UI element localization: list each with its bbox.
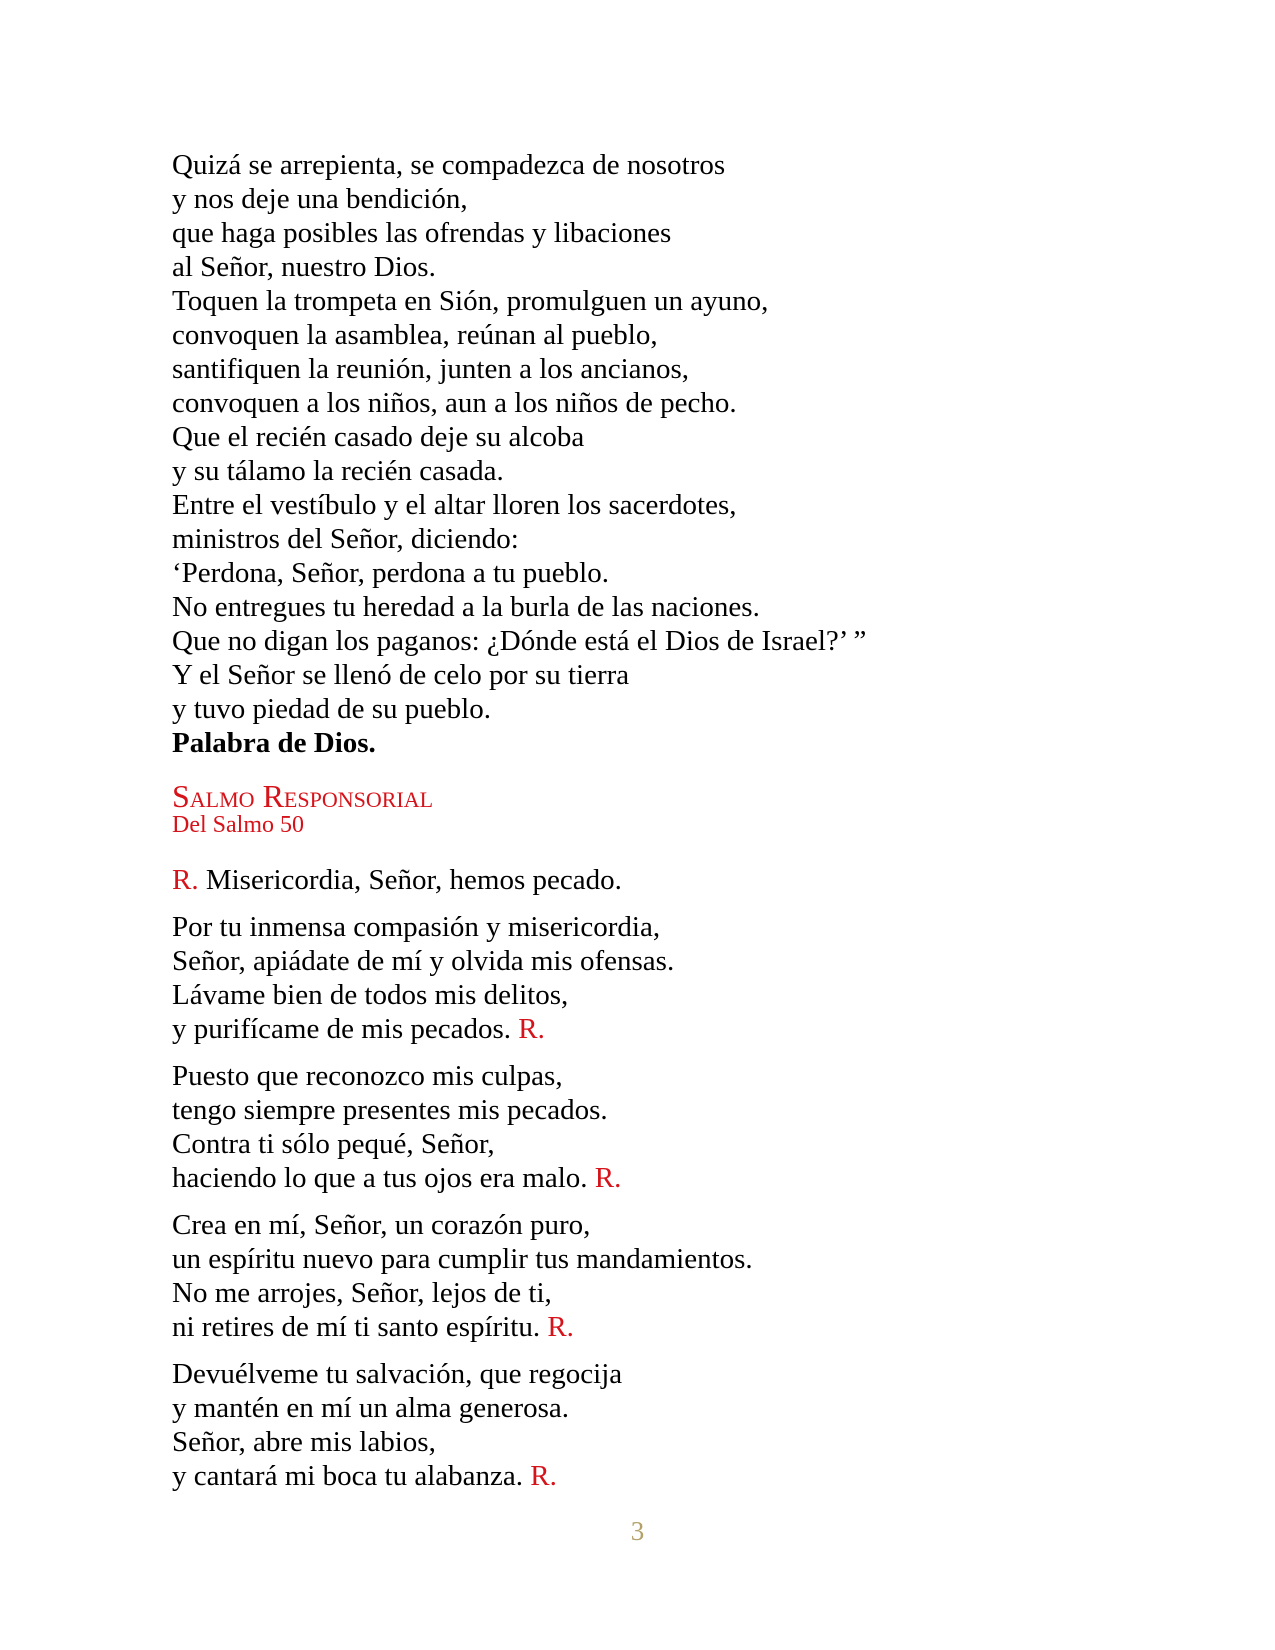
stanza-line: un espíritu nuevo para cumplir tus mandamientos. <box>172 1243 753 1275</box>
psalm-heading: Salmo Responsorial <box>172 778 434 814</box>
reading-line: que haga posibles las ofrendas y libaciones <box>172 217 672 249</box>
reading-line: Que no digan los paganos: ¿Dónde está el Dios de Israel?’ ” <box>172 625 867 657</box>
psalm-stanza <box>172 1208 1132 1344</box>
reading-line: Entre el vestíbulo y el altar lloren los sacerdotes, <box>172 489 737 521</box>
reading-line: Que el recién casado deje su alcoba <box>172 421 585 453</box>
response-marker: R. <box>518 1013 545 1045</box>
reading-line: y nos deje una bendición, <box>172 183 468 215</box>
reading-line: Y el Señor se llenó de celo por su tierra <box>172 659 630 691</box>
reading-closing: Palabra de Dios. <box>172 727 376 759</box>
page-number: 3 <box>630 1516 645 1546</box>
reading-line: Toquen la trompeta en Sión, promulguen un ayuno, <box>172 285 769 317</box>
psalm-response <box>172 863 1132 897</box>
reading-line: y tuvo piedad de su pueblo. <box>172 693 491 725</box>
reading-line: convoquen a los niños, aun a los niños de pecho. <box>172 387 737 419</box>
reading-line: santifiquen la reunión, junten a los ancianos, <box>172 353 690 385</box>
stanza-line: Señor, abre mis labios, <box>172 1426 436 1458</box>
psalm-stanza <box>172 1059 1132 1195</box>
stanza-line: haciendo lo que a tus ojos era malo. R. <box>172 1162 622 1194</box>
stanza-line: Devuélveme tu salvación, que regocija <box>172 1358 623 1390</box>
response-marker: R. <box>172 864 199 896</box>
reading-line: al Señor, nuestro Dios. <box>172 251 436 283</box>
psalm-stanzas <box>172 910 1132 1493</box>
stanza-line: y mantén en mí un alma generosa. <box>172 1392 570 1424</box>
stanza-line: y cantará mi boca tu alabanza. R. <box>172 1460 557 1492</box>
page-content <box>172 148 1132 1493</box>
reading-line: ‘Perdona, Señor, perdona a tu pueblo. <box>172 557 609 589</box>
psalm-subheading: Del Salmo 50 <box>172 812 304 838</box>
stanza-line: Lávame bien de todos mis delitos, <box>172 979 569 1011</box>
stanza-line: Crea en mí, Señor, un corazón puro, <box>172 1209 591 1241</box>
stanza-line: tengo siempre presentes mis pecados. <box>172 1094 608 1126</box>
response-marker: R. <box>547 1311 574 1343</box>
response-marker: R. <box>530 1460 557 1492</box>
reading-line: Quizá se arrepienta, se compadezca de nosotros <box>172 149 726 181</box>
psalm-stanza <box>172 910 1132 1046</box>
stanza-line: Señor, apiádate de mí y olvida mis ofensas. <box>172 945 675 977</box>
reading-text-block <box>172 148 1132 726</box>
stanza-line: No me arrojes, Señor, lejos de ti, <box>172 1277 552 1309</box>
stanza-line: Puesto que reconozco mis culpas, <box>172 1060 563 1092</box>
reading-line: convoquen la asamblea, reúnan al pueblo, <box>172 319 658 351</box>
stanza-line: y purifícame de mis pecados. R. <box>172 1013 545 1045</box>
reading-line: ministros del Señor, diciendo: <box>172 523 519 555</box>
psalm-stanza <box>172 1357 1132 1493</box>
reading-line: No entregues tu heredad a la burla de las naciones. <box>172 591 760 623</box>
response-marker: R. <box>594 1162 622 1194</box>
stanza-line: ni retires de mí ti santo espíritu. R. <box>172 1311 574 1343</box>
stanza-line: Por tu inmensa compasión y misericordia, <box>172 911 661 943</box>
stanza-line: Contra ti sólo pequé, Señor, <box>172 1128 495 1160</box>
response-text: Misericordia, Señor, hemos pecado. <box>205 864 622 896</box>
reading-line: y su tálamo la recién casada. <box>172 455 504 487</box>
